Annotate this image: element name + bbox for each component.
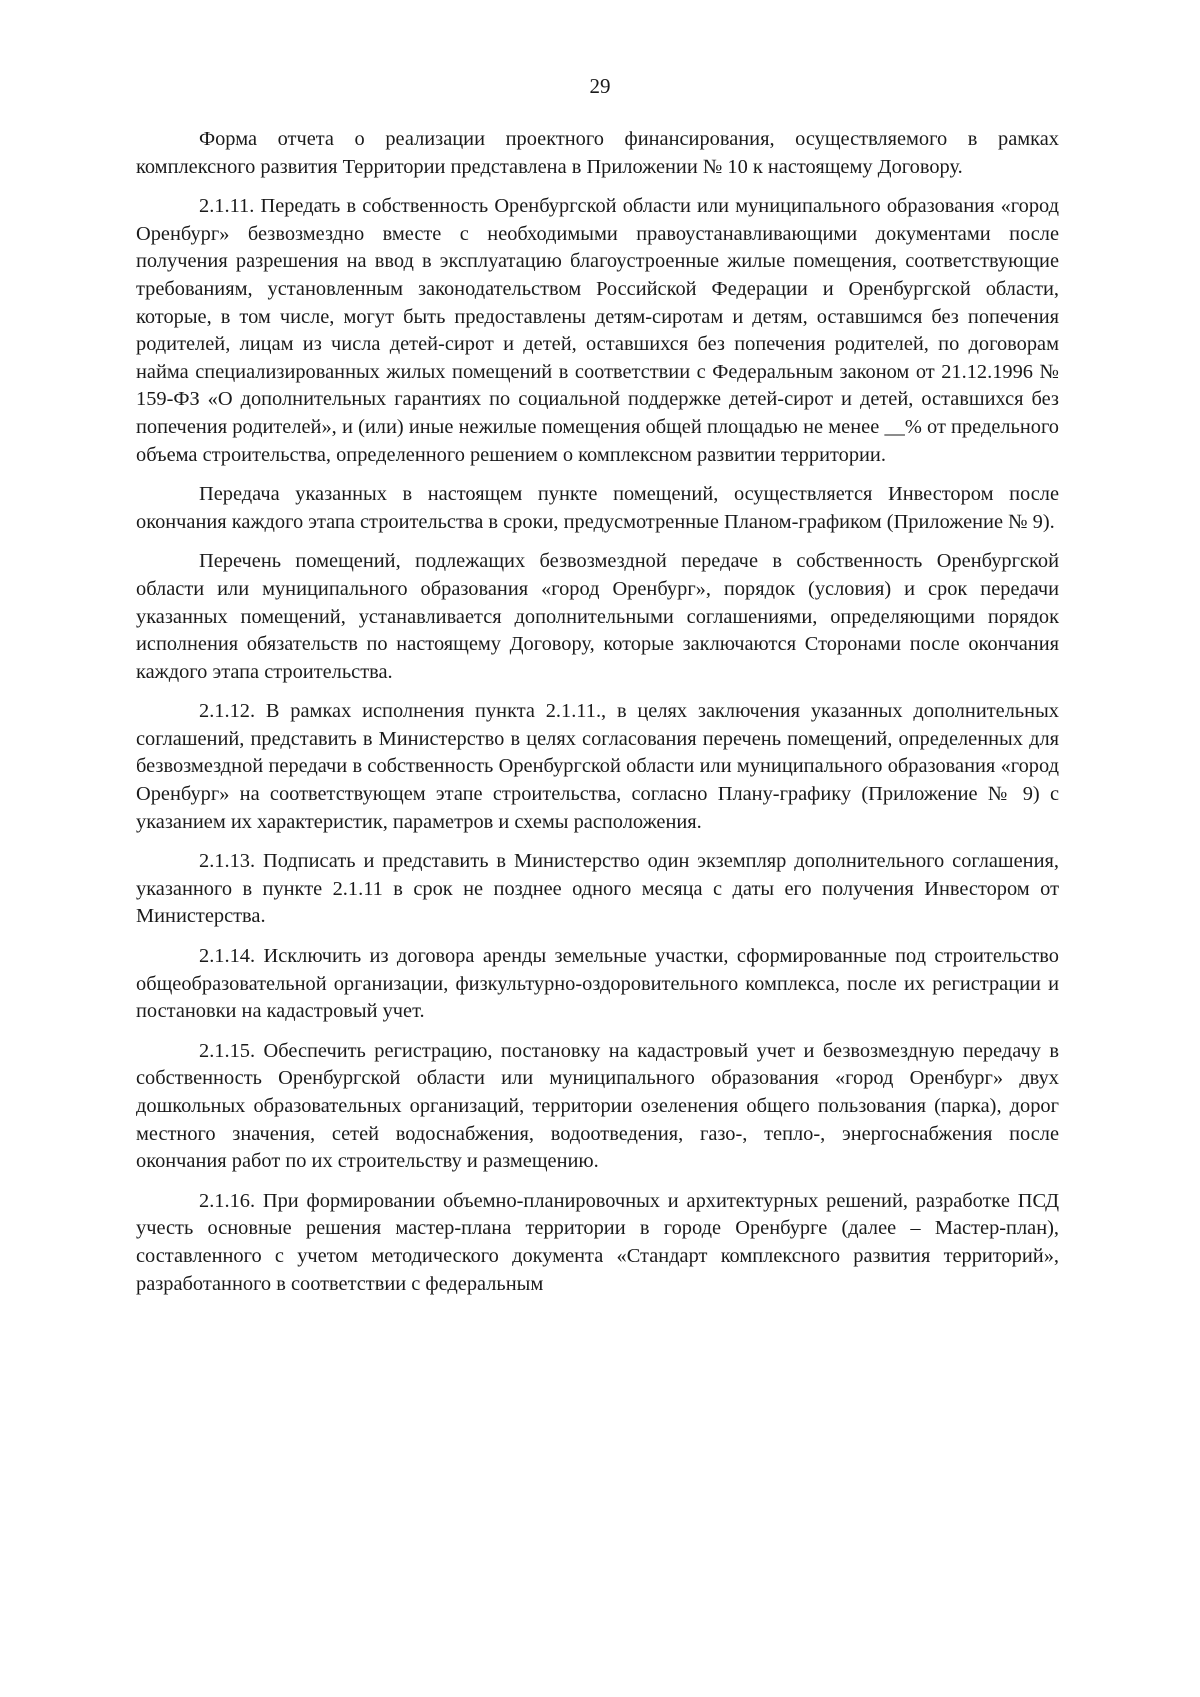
paragraph-report-form: Форма отчета о реализации проектного финансирования, осуществляемого в рамках комплексного развития Территории представлена в Приложении № 10 к настоящему Договору. xyxy=(136,128,1059,178)
paragraph-transfer-terms: Передача указанных в настоящем пункте помещений, осуществляется Инвестором после окончания каждого этапа строительства в сроки, предусмотренные Планом-графиком (Приложение № 9). xyxy=(136,483,1059,533)
paragraph-2-1-15: 2.1.15. Обеспечить регистрацию, постановку на кадастровый учет и безвозмездную передачу в собственность Оренбургской области или муниципального образования «город Оренбург» двух дошкольных образовательных организаций, территории озеленения общего пользования (парка), дорог местного значения, сетей водоснабжения, водоотведения, газо-, тепло-, энергоснабжения после окончания работ по их строительству и размещению. xyxy=(136,1039,1059,1173)
paragraph-premises-list: Перечень помещений, подлежащих безвозмездной передаче в собственность Оренбургской области или муниципального образования «город Оренбург», порядок (условия) и срок передачи указанных помещений, устанавливается дополнительными соглашениями, определяющими порядок исполнения обязательств по настоящему Договору, которые заключаются Сторонами после окончания каждого этапа строительства. xyxy=(136,550,1059,683)
document-body xyxy=(136,126,1059,1310)
paragraph-2-1-13: 2.1.13. Подписать и представить в Министерство один экземпляр дополнительного соглашения, указанного в пункте 2.1.11 в срок не позднее одного месяца с даты его получения Инвестором от Министерства. xyxy=(136,850,1059,928)
paragraph-2-1-16: 2.1.16. При формировании объемно-планировочных и архитектурных решений, разработке ПСД учесть основные решения мастер-плана территории в городе Оренбурге (далее – Мастер-план), составленного с учетом методического документа «Стандарт комплексного развития территорий», разработанного в соответствии с федеральным xyxy=(136,1189,1059,1295)
paragraph-2-1-14: 2.1.14. Исключить из договора аренды земельные участки, сформированные под строительство общеобразовательной организации, физкультурно-оздоровительного комплекса, после их регистрации и постановки на кадастровый учет. xyxy=(136,945,1059,1023)
page-number: 29 xyxy=(589,74,611,98)
paragraph-2-1-12: 2.1.12. В рамках исполнения пункта 2.1.11., в целях заключения указанных дополнительных соглашений, представить в Министерство в целях согласования перечень помещений, определенных для безвозмездной передачи в собственность Оренбургской области или муниципального образования «город Оренбург» на соответствующем этапе строительства, согласно Плану-графику (Приложение № 9) с указанием их характеристик, параметров и схемы расположения. xyxy=(136,700,1059,833)
paragraph-2-1-11: 2.1.11. Передать в собственность Оренбургской области или муниципального образования «город Оренбург» безвозмездно вместе с необходимыми правоустанавливающими документами после получения разрешения на ввод в эксплуатацию благоустроенные жилые помещения, соответствующие требованиям, установленным законодательством Российской Федерации и Оренбургской области, которые, в том числе, могут быть предоставлены детям-сиротам и детям, оставшимся без попечения родителей, лицам из числа детей-сирот и детей, оставшихся без попечения родителей, по договорам найма специализированных жилых помещений в соответствии с Федеральным законом от 21.12.1996 № 159-ФЗ «О дополнительных гарантиях по социальной поддержке детей-сирот и детей, оставшихся без попечения родителей», и (или) иные нежилые помещения общей площадью не менее __% от предельного объема строительства, определенного решением о комплексном развитии территории. xyxy=(136,195,1059,466)
